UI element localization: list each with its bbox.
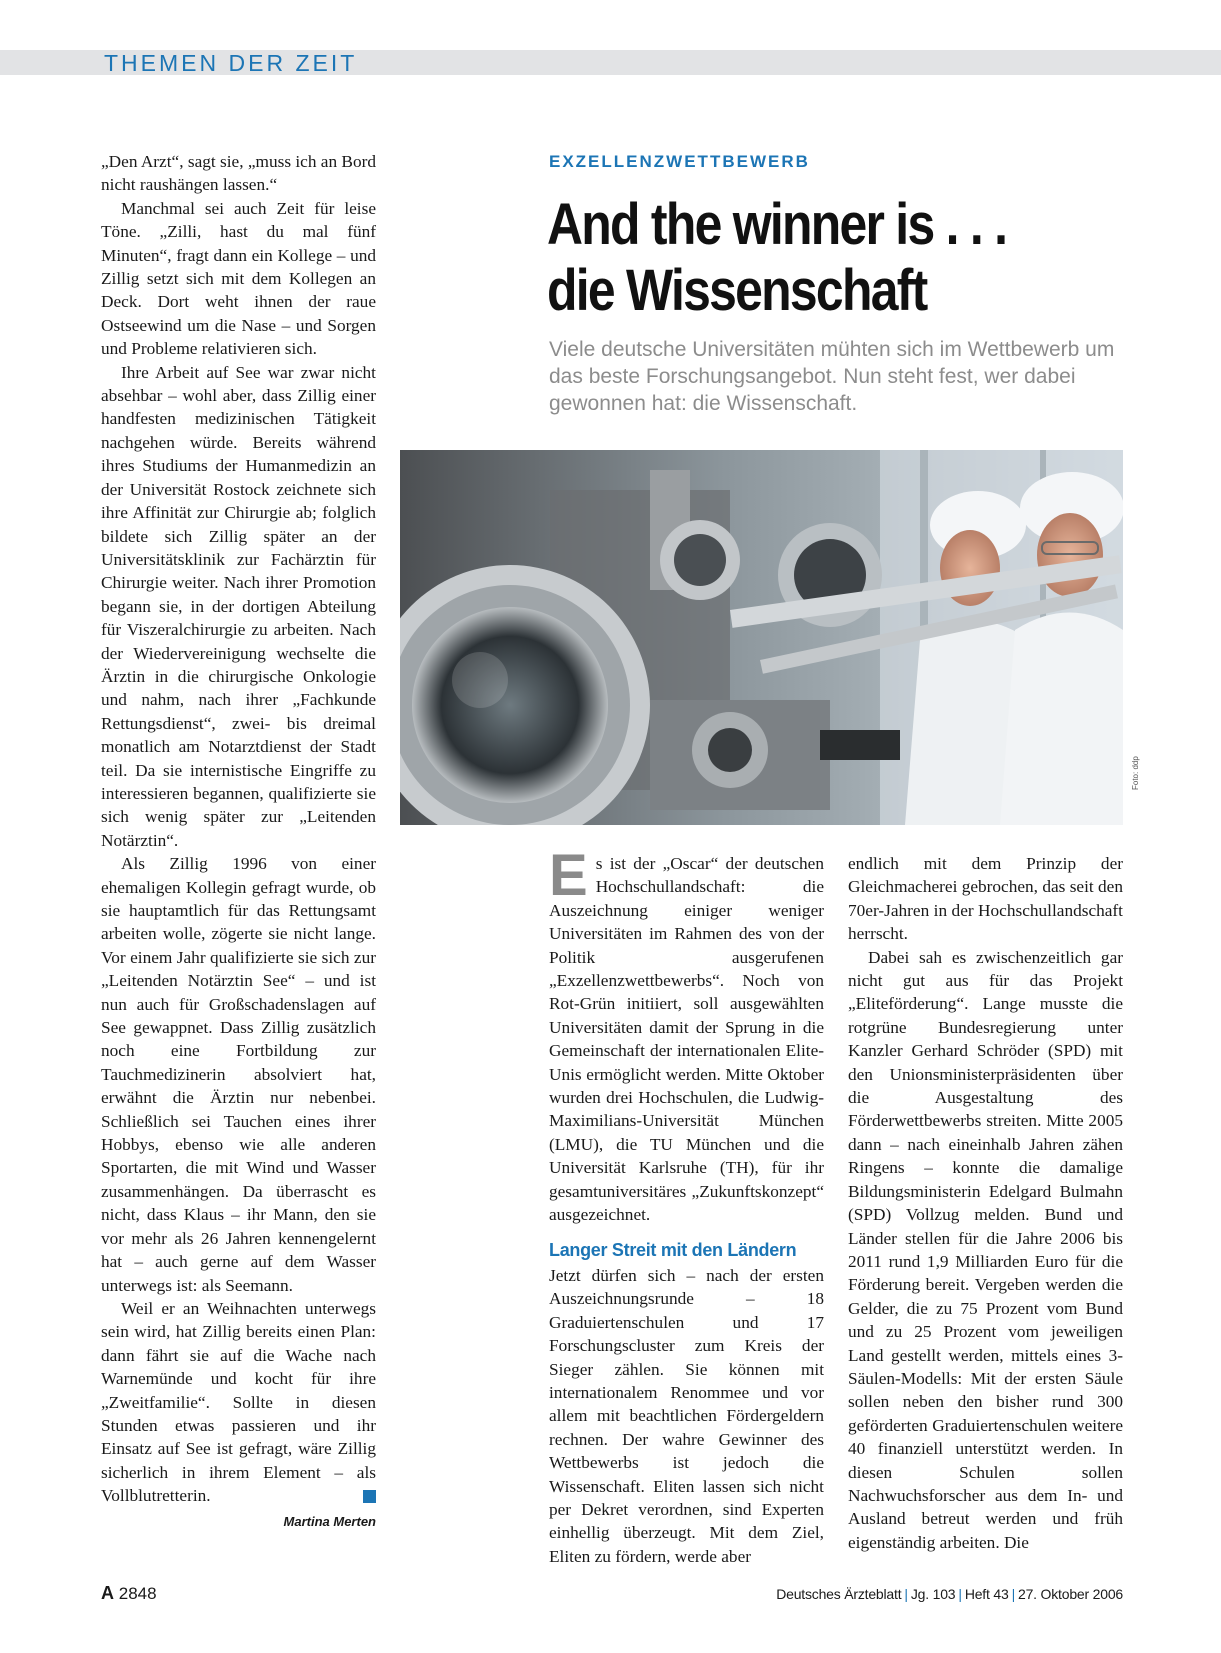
drop-cap: E <box>549 843 588 908</box>
journal-info <box>776 1586 1123 1602</box>
journal-volume: Jg. 103 <box>910 1586 956 1602</box>
author-byline: Martina Merten <box>283 1513 376 1529</box>
lab-photo-illustration <box>400 450 1123 825</box>
page-number <box>101 1583 157 1604</box>
journal-issue: Heft 43 <box>964 1586 1009 1602</box>
paragraph: endlich mit dem Prinzip der Gleichmacherei gebrochen, das seit den 70er-Jahren in der Hochschullandschaft herrscht. <box>848 854 1123 944</box>
separator: | <box>958 1586 962 1602</box>
separator: | <box>904 1586 908 1602</box>
lead-paragraph <box>549 843 824 1227</box>
photo-credit: Foto: ddp <box>1131 756 1140 790</box>
paragraph: „Den Arzt“, sagt sie, „muss ich an Bord nicht raushängen lassen.“ <box>101 152 376 195</box>
paragraph: Manchmal sei auch Zeit für leise Töne. „Zilli, hast du mal fünf Minuten“, fragt dann ein Kollege – und Zillig setzt sich mit dem Kollegen an Deck. Dort weht ihnen der raue Ostseewind um die Nase – und Sorgen und Probleme relativieren sich. <box>101 198 376 359</box>
middle-column <box>549 843 824 1568</box>
headline-line-1: And the winner is . . . <box>547 192 1007 257</box>
paragraph-text: s ist der „Oscar“ der deutschen Hochschullandschaft: die Auszeichnung einiger weniger Universitäten im Rahmen des von der Politik ausgerufenen „Exzellenzwettbewerbs“. Noch von Rot-Grün initiiert, soll ausgewählten Universitäten damit der Sprung in die Gemeinschaft der internationalen Elite-Unis ermöglicht werden. Mitte Oktober wurden drei Hochschulen, die Ludwig-Maximilians-Universität München (LMU), die TU München und die Universität Karlsruhe (TH), für ihr gesamtuniversitäres „Zukunftskonzept“ ausgezeichnet. <box>549 854 824 1225</box>
paragraph: Als Zillig 1996 von einer ehemaligen Kollegin gefragt wurde, ob sie hauptamtlich für das Rettungsamt arbeiten wolle, zögerte sie nicht lange. Vor einem Jahr qualifizierte sie sich zur „Leitenden Notärztin See“ – und ist nun auch für Großschadenslagen auf See gewappnet. Dass Zillig zusätzlich noch eine Fortbildung zur Tauchmedizinerin absolviert hat, erwähnt die Ärztin nur nebenbei. Schließlich sei Tauchen eines ihrer Hobbys, ebenso wie alle anderen Sportarten, die mit Wind und Wasser zusammenhängen. Da überrascht es nicht, dass Klaus – ihr Mann, den sie vor mehr als 26 Jahren kennengelernt hat – auch gerne auf dem Wasser unterwegs ist: als Seemann. <box>101 854 376 1295</box>
right-column <box>848 852 1123 1554</box>
section-title: THEMEN DER ZEIT <box>104 50 358 76</box>
last-paragraph <box>101 1297 376 1508</box>
subheading: Langer Streit mit den Ländern <box>549 1239 797 1260</box>
page-prefix: A <box>101 1583 114 1603</box>
paragraph: Jetzt dürfen sich – nach der ersten Auszeichnungsrunde – 18 Graduiertenschulen und 17 Forschungscluster zum Kreis der Sieger zählen. Sie können mit internationalem Renommee und vor allem mit beachtlichen Fördergeldern rechnen. Der wahre Gewinner des Wettbewerbs ist jedoch die Wissenschaft. Eliten lassen sich nicht per Dekret verordnen, sind Experten einhellig überzeugt. Mit dem Ziel, Eliten zu fördern, werde aber <box>549 1265 824 1566</box>
end-mark-icon <box>363 1490 376 1503</box>
journal-date: 27. Oktober 2006 <box>1018 1586 1123 1602</box>
headline-line-2: die Wissenschaft <box>547 258 927 323</box>
article-standfirst: Viele deutsche Universitäten mühten sich im Wettbewerb um das beste Forschungsangebot. Nun steht fest, wer dabei gewonnen hat: die Wissenschaft. <box>549 338 1115 415</box>
paragraph-text: Weil er an Weihnachten unterwegs sein wird, hat Zillig bereits einen Plan: dann fährt sie auf die Wache nach Warnemünde und kocht für ihre „Zweitfamilie“. Sollte in diesen Stunden etwas passieren und ihr Einsatz auf See ist gefragt, wäre Zillig sicherlich in ihrem Element – als Vollblutretterin. <box>101 1298 376 1506</box>
paragraph: Ihre Arbeit auf See war zwar nicht absehbar – wohl aber, dass Zillig einer handfesten medizinischen Tätigkeit nachgehen würde. Bereits während ihres Studiums der Humanmedizin an der Universität Rostock zeichnete sich ihre Affinität zur Chirurgie ab; folglich bildete sich Zillig später an der Universitätsklinik zur Fachärztin für Chirurgie weiter. Nach ihrer Promotion begann sie, in der dortigen Abteilung für Viszeralchirurgie zu arbeiten. Nach der Wiedervereinigung wechselte die Ärztin in die chirurgische Onkologie und nahm, nach ihrer „Fachkunde Rettungsdienst“, zwei- bis dreimal monatlich am Notarztdienst der Stadt teil. Da sie internistische Eingriffe zu interessieren begannen, qualifizierte sie sich wenig später zur „Leitenden Notärztin“. <box>101 362 376 850</box>
left-column <box>101 150 376 1533</box>
page-number-value: 2848 <box>118 1584 157 1603</box>
article-photo <box>400 450 1123 825</box>
article-headline <box>547 192 1063 324</box>
journal-name: Deutsches Ärzteblatt <box>776 1586 902 1602</box>
paragraph: Dabei sah es zwischenzeitlich gar nicht gut aus für das Projekt „Eliteförderung“. Lange musste die rotgrüne Bundesregierung unter Kanzler Gerhard Schröder (SPD) mit den Unionsministerpräsidenten über die Ausgestaltung des Förderwettbewerbs streiten. Mitte 2005 dann – nach eineinhalb Jahren zähen Ringens – konnte die damalige Bildungsministerin Edelgard Bulmahn (SPD) Vollzug melden. Bund und Länder stellen für die Jahre 2006 bis 2011 rund 1,9 Milliarden Euro für die Förderung bereit. Vergeben werden die Gelder, die zu 75 Prozent vom Bund und zu 25 Prozent vom jeweiligen Land gestellt werden, mittels eines 3-Säulen-Modells: Mit der ersten Säule sollen neben den bisher rund 300 geförderten Graduiertenschulen weitere 40 finanziell unterstützt werden. In diesen Schulen sollen Nachwuchsforscher aus dem In- und Ausland betreut werden und früh eigenständig arbeiten. Die <box>848 947 1123 1552</box>
separator: | <box>1011 1586 1015 1602</box>
article-kicker: EXZELLENZWETTBEWERB <box>549 152 810 171</box>
